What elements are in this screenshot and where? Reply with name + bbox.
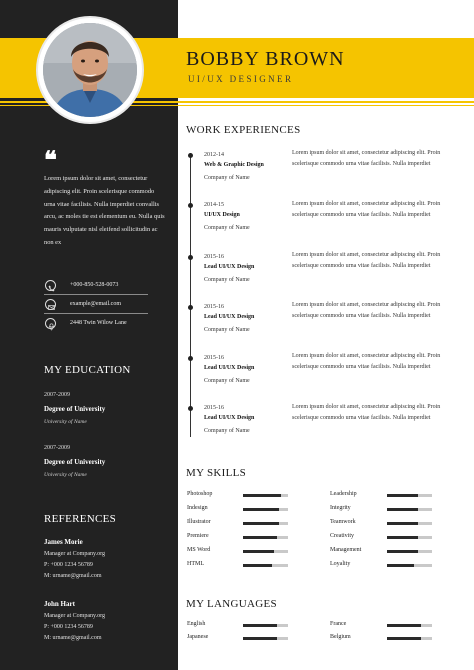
skill-name: MS Word (187, 547, 211, 553)
language-level-bar (387, 624, 432, 627)
skill-level-bar (243, 550, 288, 553)
skill-level-fill (243, 508, 279, 511)
phone-icon (45, 280, 56, 291)
profile-photo-frame (38, 18, 142, 122)
contact-email-text: example@email.com (70, 301, 122, 307)
skill-level-bar (387, 522, 432, 525)
timeline-dot (188, 255, 193, 260)
language-level-bar (243, 624, 288, 627)
candidate-name: BOBBY BROWN (186, 48, 345, 70)
timeline-dot (188, 406, 193, 411)
skill-level-fill (243, 564, 272, 567)
experience-description: Lorem ipsum dolor sit amet, consectetur adipiscing elit. Proin scelerisque commodo urna vitae facilisis. Nulla imperdiet (292, 302, 441, 319)
skill-level-bar (387, 494, 432, 497)
experience-years: 2012-14 (204, 152, 224, 158)
contact-address-text: 2448 Twin Wilow Lane (70, 320, 127, 326)
reference-role: Manager at Company.org (44, 551, 105, 557)
language-name: English (187, 621, 206, 627)
experience-description: Lorem ipsum dolor sit amet, consectetur adipiscing elit. Proin scelerisque commodo urna vitae facilisis. Nulla imperdiet (292, 252, 441, 269)
skill-level-fill (243, 536, 277, 539)
skill-level-fill (387, 564, 414, 567)
skill-name: Creativity (330, 533, 354, 539)
experience-years: 2015-16 (204, 304, 224, 310)
education-years: 2007-2009 (44, 445, 70, 451)
about-text: Lorem ipsum dolor sit amet, consectetur adipiscing elit. Proin scelerisque commodo urna vitae facilisis. Nulla imperdiet convallis arcu, ac moles tie est elementum eu. Nulla quis mauris vulputate nisl eleifend sollicitudin ac non ex (44, 175, 165, 246)
skill-name: Loyality (330, 561, 351, 567)
experience-company: Company of Name (204, 428, 250, 434)
skill-name: Management (330, 547, 362, 553)
quote-icon: ❝ (44, 148, 57, 174)
timeline-dot (188, 305, 193, 310)
skill-level-bar (243, 564, 288, 567)
skill-level-bar (243, 508, 288, 511)
experience-description: Lorem ipsum dolor sit amet, consectetur adipiscing elit. Proin scelerisque commodo urna vitae facilisis. Nulla imperdiet (292, 201, 441, 218)
skill-name: Teamwork (330, 519, 356, 525)
education-years: 2007-2009 (44, 392, 70, 398)
timeline-line (190, 153, 191, 437)
reference-phone: P: +000 1234 56789 (44, 562, 93, 568)
skills-heading: MY SKILLS (186, 467, 247, 479)
skill-level-bar (243, 522, 288, 525)
education-school: University of Name (44, 472, 87, 478)
education-degree: Degree of University (44, 458, 106, 466)
experience-title: Lead UI/UX Design (204, 415, 255, 421)
experience-years: 2014-15 (204, 202, 224, 208)
experience-title: UI/UX Design (204, 212, 240, 218)
experience-years: 2015-16 (204, 355, 224, 361)
experience-description: Lorem ipsum dolor sit amet, consectetur adipiscing elit. Proin scelerisque commodo urna vitae facilisis. Nulla imperdiet (292, 404, 441, 421)
contact-address (44, 317, 148, 333)
reference-phone: P: +000 1234 56789 (44, 624, 93, 630)
contact-phone-text: +000-850-528-0073 (70, 282, 119, 288)
language-level-bar (243, 637, 288, 640)
profile-photo (43, 23, 137, 117)
reference-email: M: urname@gmail.com (44, 635, 102, 641)
experience-title: Lead UI/UX Design (204, 314, 255, 320)
experience-title: Lead UI/UX Design (204, 264, 255, 270)
skill-level-fill (387, 550, 418, 553)
experience-company: Company of Name (204, 378, 250, 384)
email-icon (45, 299, 56, 310)
skill-level-fill (387, 536, 418, 539)
skill-level-bar (387, 508, 432, 511)
language-level-fill (243, 624, 277, 627)
skill-level-bar (387, 564, 432, 567)
skill-level-bar (387, 536, 432, 539)
languages-heading: MY LANGUAGES (186, 598, 277, 610)
education-school: University of Name (44, 419, 87, 425)
experience-description: Lorem ipsum dolor sit amet, consectetur adipiscing elit. Proin scelerisque commodo urna vitae facilisis. Nulla imperdiet (292, 353, 441, 370)
skill-name: Integrity (330, 505, 351, 511)
skill-level-bar (243, 536, 288, 539)
experience-company: Company of Name (204, 225, 250, 231)
experience-heading: WORK EXPERIENCES (186, 124, 301, 136)
skill-name: HTML (187, 561, 204, 567)
skill-name: Premiere (187, 533, 209, 539)
skill-level-fill (387, 494, 418, 497)
timeline-dot (188, 153, 193, 158)
language-level-fill (243, 637, 277, 640)
reference-email: M: urname@gmail.com (44, 573, 102, 579)
experience-years: 2015-16 (204, 405, 224, 411)
education-heading: MY EDUCATION (44, 364, 131, 376)
skill-name: Photoshop (187, 491, 213, 497)
skill-level-fill (387, 508, 418, 511)
language-name: Japanese (187, 634, 209, 640)
reference-role: Manager at Company.org (44, 613, 105, 619)
experience-title: Lead UI/UX Design (204, 365, 255, 371)
language-level-fill (387, 624, 421, 627)
skill-level-bar (387, 550, 432, 553)
language-level-bar (387, 637, 432, 640)
education-degree: Degree of University (44, 405, 106, 413)
skill-name: Leadership (330, 491, 357, 497)
candidate-title: UI/UX DESIGNER (188, 74, 294, 84)
skill-level-bar (243, 494, 288, 497)
language-name: Belgium (330, 634, 351, 640)
experience-company: Company of Name (204, 277, 250, 283)
experience-years: 2015-16 (204, 254, 224, 260)
experience-company: Company of Name (204, 175, 250, 181)
contact-phone (44, 279, 148, 295)
experience-title: Web & Graphic Design (204, 162, 264, 168)
location-icon (45, 318, 56, 329)
skill-level-fill (243, 494, 281, 497)
experience-company: Company of Name (204, 327, 250, 333)
references-heading: REFERENCES (44, 513, 117, 525)
skill-name: Indesign (187, 505, 208, 511)
skill-name: Illustrator (187, 519, 211, 525)
contact-email (44, 298, 148, 314)
reference-name: James Morie (44, 538, 83, 546)
reference-name: John Hart (44, 600, 75, 608)
language-level-fill (387, 637, 421, 640)
skill-level-fill (387, 522, 418, 525)
timeline-dot (188, 356, 193, 361)
language-name: France (330, 621, 347, 627)
experience-description: Lorem ipsum dolor sit amet, consectetur adipiscing elit. Proin scelerisque commodo urna vitae facilisis. Nulla imperdiet (292, 150, 441, 167)
timeline-dot (188, 203, 193, 208)
skill-level-fill (243, 550, 274, 553)
skill-level-fill (243, 522, 279, 525)
